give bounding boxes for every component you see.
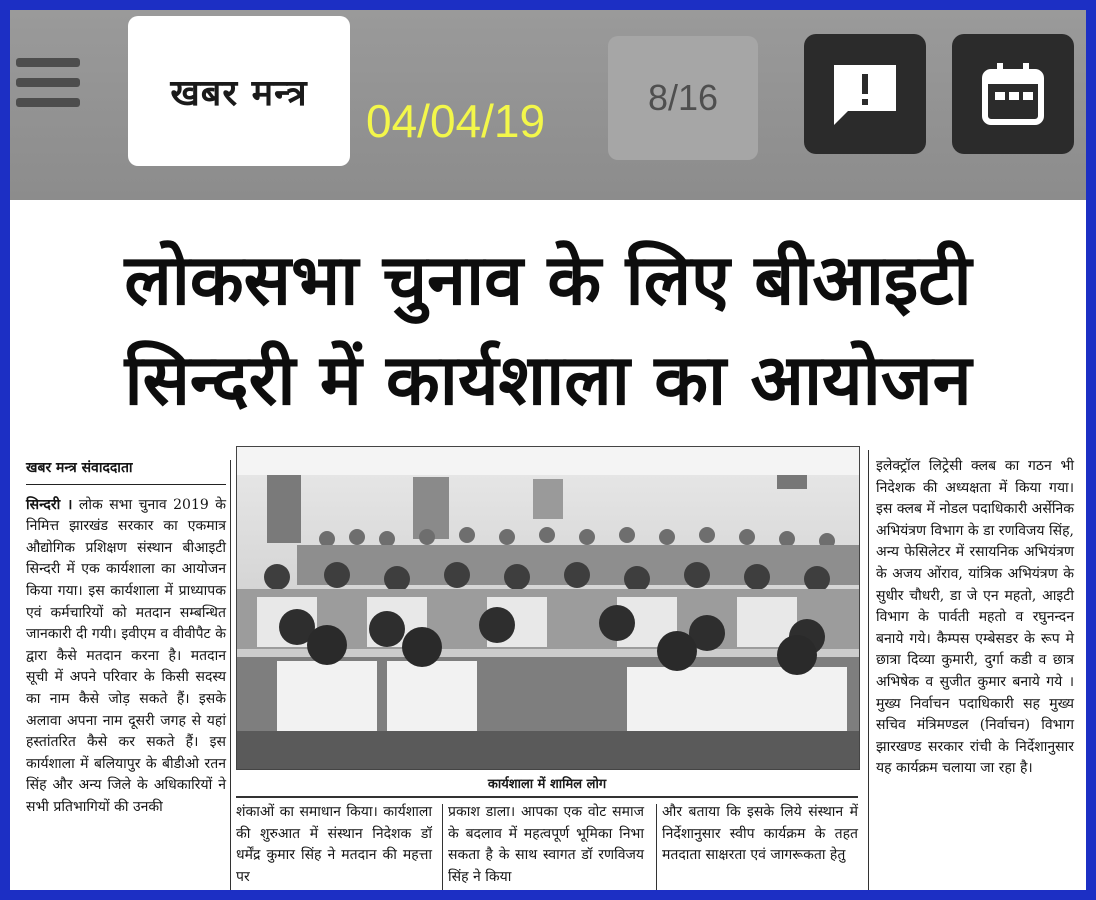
column-3-text: प्रकाश डाला। आपका एक वोट समाज के बदलाव में महत्वपूर्ण भूमिका निभा सकता है के साथ स्वागत डॉ रणविजय सिंह ने किया [448,804,644,885]
column-divider [656,804,657,890]
logo-button[interactable] [128,16,350,166]
column-1-text: लोक सभा चुनाव 2019 के निमित्त झारखंड सरकार का एकमात्र औद्योगिक प्रशिक्षण संस्थान बीआइटी सिन्दरी में एक कार्यशाला का आयोजन किया गया। इस कार्यशाला में प्राध्यापक एवं कर्मचारियों को मतदान सम्बन्धित जानकारी दी गयी। इवीएम व वीवीपैट के द्वारा कैसे मतदान करना है। मतदान सूची में अपने परिवार के किसी सदस्य का नाम कैसे जोड़ सकते हैं। इसके अलावा अपना नाम दूसरी जगह से यहां हस्तांतरित कैसे कर सकते हैं। इस कार्यशाला में बलियापुर के बीडीओ रतन सिंह और अन्य जिले के अधिकारियों ने सभी प्रतिभागियों की उनकी [26,496,226,815]
article-column-3 [448,802,644,888]
caption-rule [236,796,858,798]
article-column-2 [236,802,432,888]
column-divider [442,804,443,890]
newspaper-frame [10,10,1086,890]
article-column-1 [26,458,226,819]
feedback-icon [830,61,900,127]
headline-line-1: लोकसभा चुनाव के लिए बीआइटी [124,239,972,321]
headline-line-2: सिन्दरी में कार्यशाला का आयोजन [124,339,972,421]
calendar-button[interactable] [952,34,1074,154]
logo-text: खबर मन्त्र [170,71,308,114]
photo-caption: कार्यशाला में शामिल लोग [487,777,607,792]
column-divider [230,460,231,890]
column-divider [868,450,869,890]
column-2-text: शंकाओं का समाधान किया। कार्यशाला की शुरुआत में संस्थान निदेशक डॉ धर्मेंद्र कुमार सिंह ने मतदान की महत्ता पर [236,804,432,885]
workshop-audience-image [237,447,859,769]
byline: खबर मन्त्र संवाददाता [26,458,226,485]
article-photo [236,446,860,770]
article-headline [10,230,1086,430]
calendar-icon [979,60,1047,128]
article-column-4 [662,802,858,867]
page-indicator[interactable]: 8/16 [608,36,758,160]
column-4-text: और बताया कि इसके लिये संस्थान में निर्देशानुसार स्वीप कार्यक्रम के तहत मतदाता साक्षरता एवं जागरूकता हेतु [662,804,858,864]
dateline: सिन्दरी । [26,496,73,513]
feedback-button[interactable] [804,34,926,154]
issue-date[interactable]: 04/04/19 [366,95,546,147]
top-toolbar [10,10,1086,200]
article-column-5 [876,456,1074,780]
menu-icon[interactable] [16,58,80,114]
column-5-text: इलेक्ट्रॉल लिट्रेसी क्लब का गठन भी निदेशक की अध्यक्षता में किया गया। इस क्लब में नोडल पदाधिकारी अर्सेनिक अभियंत्रण विभाग के डा रणविजय सिंह, अन्य फेसिलेटर में रसायनिक अभियंत्रण के अजय ओंराव, यांत्रिक अभियंत्रण के सुधीर चौधरी, डा जे एन महतो, आइटी विभाग के पार्वती महतो व रघुनन्दन बनाये गये। कैम्पस एम्बेसडर के रूप मे छात्रा दिव्या कुमारी, दुर्गा कडी व छात्र अभिषेक व सुजीत कुमार बनाये गये । मुख्य निर्वाचन पदाधिकारी सह मुख्य सचिव मंत्रिमण्डल (निर्वाचन) विभाग झारखण्ड सरकार रांची के निर्देशानुसार यह कार्यक्रम चलाया जा रहा है। [876,458,1074,777]
